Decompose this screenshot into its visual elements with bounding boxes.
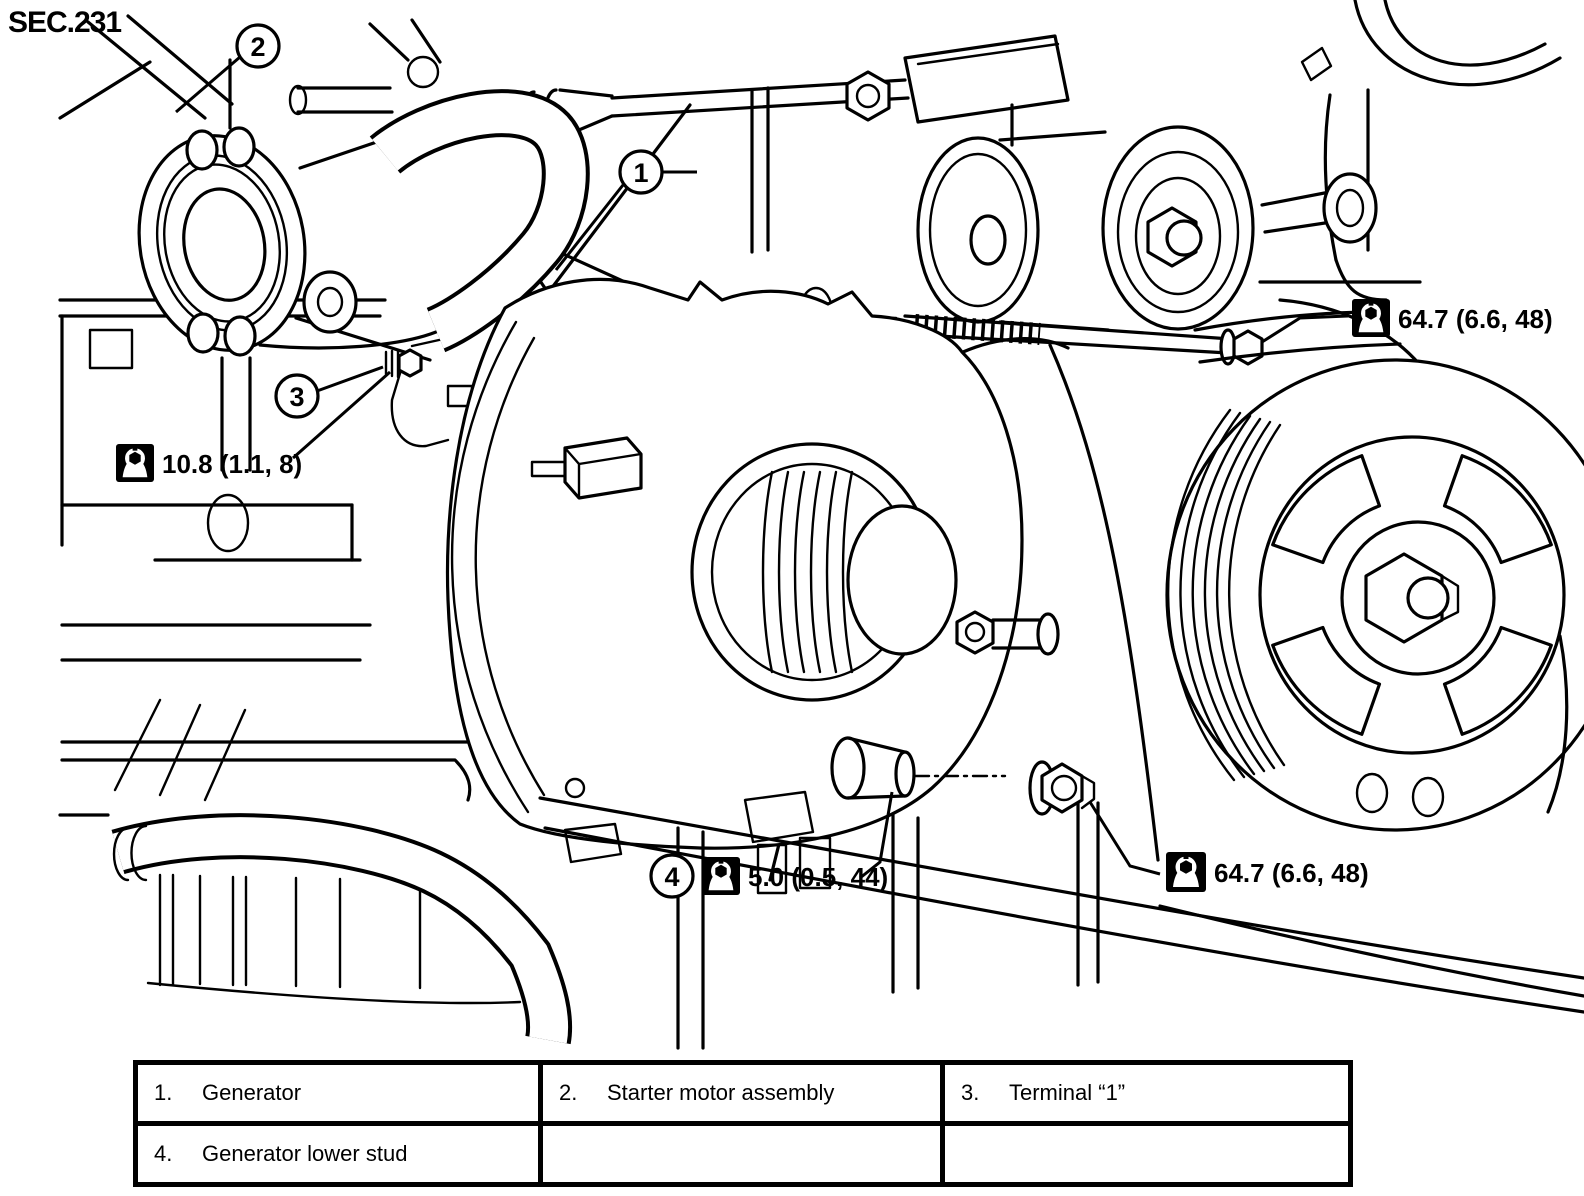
legend-row [136,1124,1351,1185]
starter-motor [122,122,430,470]
svg-text:64.7 (6.6, 48): 64.7 (6.6, 48) [1214,858,1369,888]
idler-pulleys [847,36,1345,330]
legend-cell [943,1063,1351,1124]
rail-bolt [1030,762,1094,814]
section-title: SEC.231 [8,6,122,39]
svg-text:3: 3 [289,382,305,412]
svg-text:64.7 (6.6, 48): 64.7 (6.6, 48) [1398,304,1553,334]
legend-cell [541,1124,943,1185]
generator-pulley-nose [848,506,956,654]
callout-2 [237,25,279,67]
svg-text:1: 1 [633,158,649,188]
svg-text:2: 2 [250,32,266,62]
legend-item-number: 1. [154,1080,173,1105]
torque-label-lower-right [1166,852,1369,892]
drive-pulley [1160,360,1584,996]
torque-label-lower-center [702,857,888,895]
legend-item-label: Terminal “1” [1009,1080,1126,1105]
legend-item-label: Generator [202,1080,302,1105]
wrench-nut-icon [1166,852,1206,892]
callout-4 [651,855,693,897]
callout-3 [276,375,318,417]
wrench-nut-icon [1352,299,1390,337]
legend-item-number: 3. [961,1080,980,1105]
svg-text:4: 4 [664,862,680,892]
legend-cell [943,1124,1351,1185]
svg-text:5.0 (0.5, 44): 5.0 (0.5, 44) [748,862,889,892]
terminal-block [565,438,641,498]
legend-item-label: Starter motor assembly [607,1080,835,1105]
legend-item-number: 4. [154,1141,173,1166]
svg-text:10.8 (1.1, 8): 10.8 (1.1, 8) [162,449,303,479]
legend-cell [136,1063,541,1124]
legend-table [133,1060,1353,1187]
callout-1 [620,151,662,193]
lower-hose [114,826,549,1040]
legend-item-label: Generator lower stud [202,1141,408,1166]
legend-row [136,1063,1351,1124]
torque-label-left [116,444,302,482]
wrench-nut-icon [116,444,154,482]
generator-body [386,279,1022,893]
torque-label-upper-right [1352,299,1553,337]
legend-cell [541,1063,943,1124]
legend-item-number: 2. [559,1080,578,1105]
wrench-nut-icon [702,857,740,895]
legend-cell [136,1124,541,1185]
